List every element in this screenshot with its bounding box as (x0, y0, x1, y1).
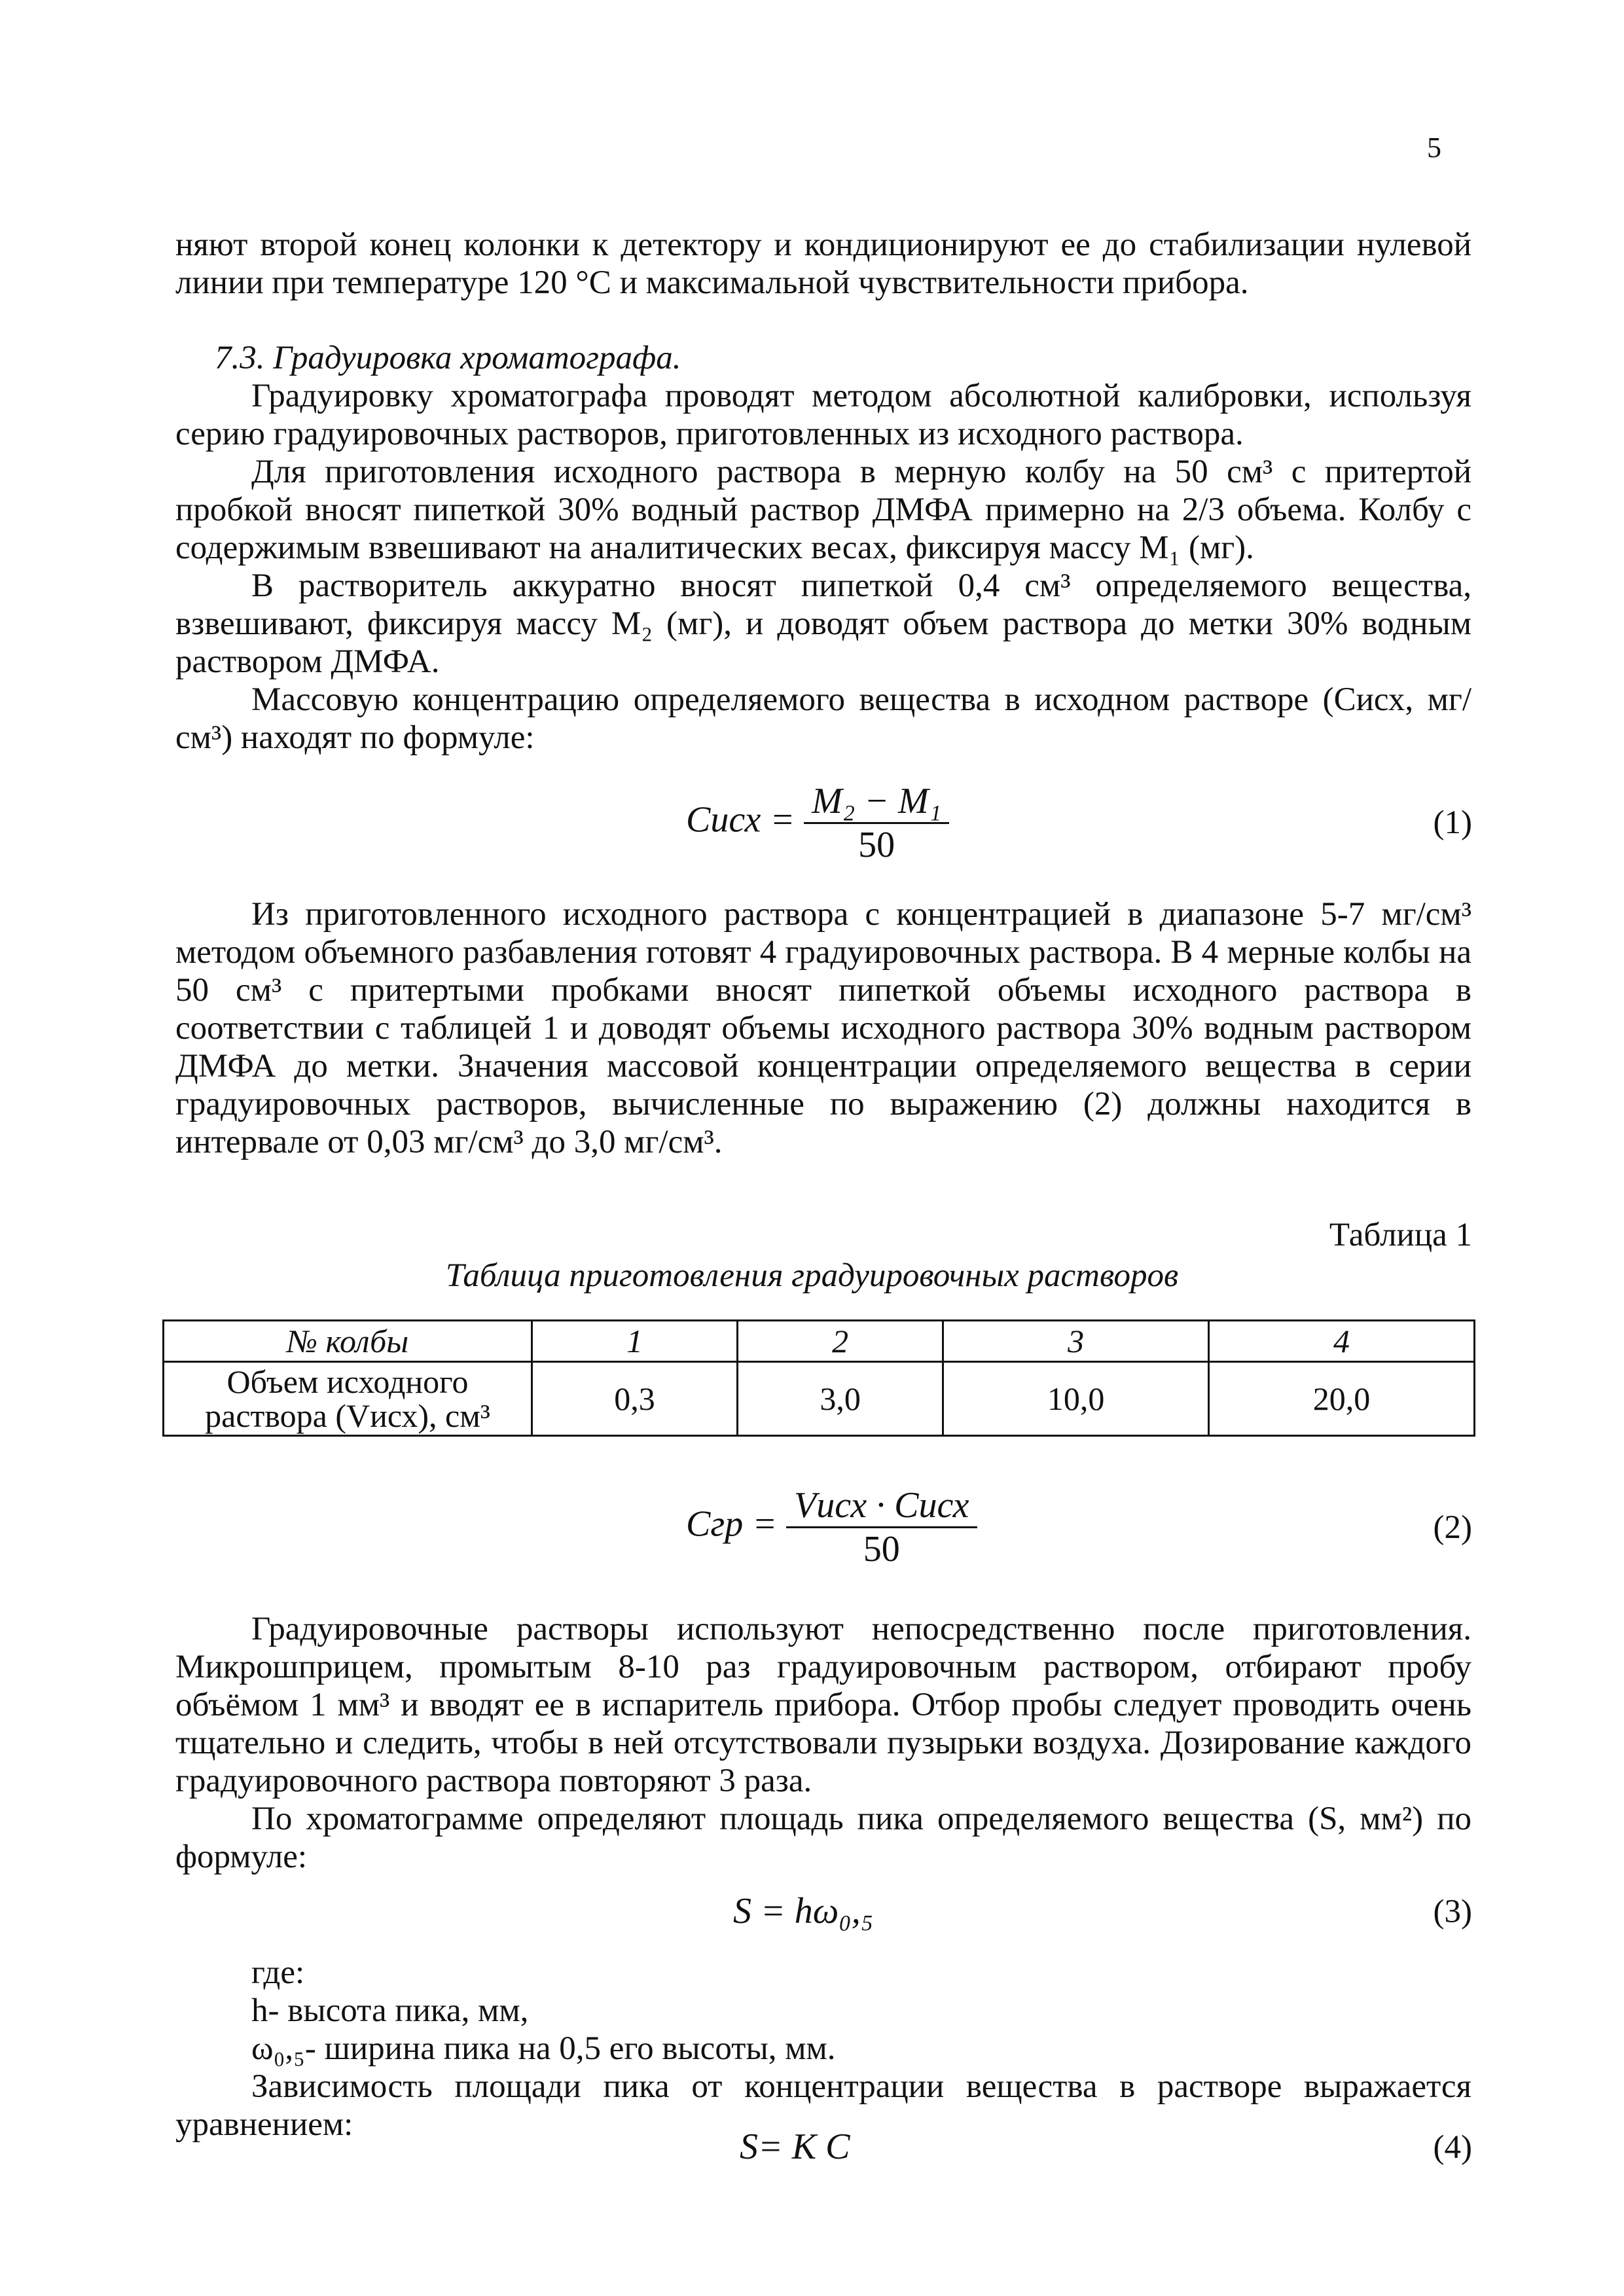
formula-1-numerator: M₂ − M₁ (804, 780, 949, 824)
table-header-cell: 1 (532, 1321, 738, 1362)
formula-4-number: (4) (1433, 2129, 1472, 2166)
formula-2-lhs: Cгр = (686, 1503, 777, 1545)
table-header-cell: 2 (738, 1321, 943, 1362)
paragraph-5: Из приготовленного исходного раствора с концентрацией в диапазоне 5-7 мг/см³ методом объемного разбавления готовят 4 градуировочных раствора. В 4 мерные колбы на 50 см³ с притертыми пробками вносят пипеткой объемы исходного раствора в соответствии с таблицей 1 и доводят объемы исходного раствора 30% водным раствором ДМФА до метки. Значения массовой концентрации определяемого вещества в серии градуировочных растворов, вычисленные по выражению (2) должны находится в интервале от 0,03 мг/см³ до 3,0 мг/см³. (175, 896, 1471, 1160)
section-title: 7.3. Градуировка хроматографа. (215, 340, 681, 376)
paragraph-6-block (175, 1610, 1471, 1876)
formula-1-fraction (804, 780, 949, 866)
definition-omega: ω₀,₅- ширина пика на 0,5 его высоты, мм. (251, 2030, 836, 2067)
table-header-cell: 4 (1209, 1321, 1475, 1362)
paragraph-7: По хроматограмме определяют площадь пика определяемого вещества (S, мм²) по формуле: (175, 1801, 1471, 1875)
page-number: 5 (1427, 132, 1441, 164)
paragraph-4: Массовую концентрацию определяемого вещества в исходном растворе (Сисх, мг/см³) находят по формуле: (175, 681, 1471, 756)
table-header-cell: 3 (943, 1321, 1209, 1362)
table-row (164, 1362, 1475, 1436)
formula-2 (686, 1484, 977, 1570)
table-header-row (164, 1321, 1475, 1362)
formula-3: S = hω₀,₅ (733, 1891, 874, 1931)
table-label: Таблица 1 (1329, 1217, 1472, 1253)
paragraph-5-block (175, 895, 1471, 1161)
paragraph-top (175, 226, 1471, 302)
where-label: где: (251, 1954, 305, 1991)
paragraph-3: В растворитель аккуратно вносят пипеткой 0,4 см³ определяемого вещества, взвешивают, фиксируя массу M₂ (мг), и доводят объем раствора до метки 30% водным раствором ДМФА. (175, 567, 1471, 680)
table-cell: 20,0 (1209, 1362, 1475, 1436)
table-cell: 3,0 (738, 1362, 943, 1436)
section-block (175, 339, 1471, 757)
formula-1-number: (1) (1433, 804, 1472, 841)
formula-2-numerator: Vисх · Cисх (786, 1484, 977, 1528)
formula-2-fraction (786, 1484, 977, 1570)
paragraph-text: няют второй конец колонки к детектору и кондиционируют ее до стабилизации нулевой линии при температуре 120 °С и максимальной чувствительности прибора. (175, 226, 1471, 301)
formula-2-denominator: 50 (863, 1529, 900, 1570)
paragraph-2: Для приготовления исходного раствора в мерную колбу на 50 см³ с притертой пробкой вносят пипеткой 30% водный раствор ДМФА примерно на 2/3 объема. Колбу с содержимым взвешивают на аналитических весах, фиксируя массу M₁ (мг). (175, 454, 1471, 566)
table-cell: 0,3 (532, 1362, 738, 1436)
table-caption: Таблица приготовления градуировочных растворов (445, 1257, 1179, 1294)
formula-2-number: (2) (1433, 1509, 1472, 1546)
paragraph-6: Градуировочные растворы используют непосредственно после приготовления. Микрошприцем, промытым 8-10 раз градуировочным раствором, отбирают пробу объёмом 1 мм³ и вводят ее в испаритель прибора. Отбор пробы следует проводить очень тщательно и следить, чтобы в ней отсутствовали пузырьки воздуха. Дозирование каждого градуировочного раствора повторяют 3 раза. (175, 1611, 1471, 1799)
paragraph-8: Зависимость площади пика от концентрации вещества в растворе выражается уравнением: (175, 2068, 1471, 2143)
formula-1 (686, 780, 949, 866)
table-row-label: Объем исходного раствора (Vисх), см³ (164, 1362, 532, 1436)
formula-1-denominator: 50 (858, 825, 895, 865)
preparation-table (162, 1319, 1475, 1437)
table-cell: 10,0 (943, 1362, 1209, 1436)
definitions-block (175, 1954, 1471, 2144)
formula-4: S= K C (740, 2126, 850, 2167)
formula-1-lhs: Cисх = (686, 799, 795, 840)
definition-h: h- высота пика, мм, (251, 1992, 529, 2029)
paragraph-1: Градуировку хроматографа проводят методом абсолютной калибровки, используя серию градуировочных растворов, приготовленных из исходного раствора. (175, 378, 1471, 452)
formula-3-number: (3) (1433, 1893, 1472, 1930)
table-header-cell: № колбы (164, 1321, 532, 1362)
